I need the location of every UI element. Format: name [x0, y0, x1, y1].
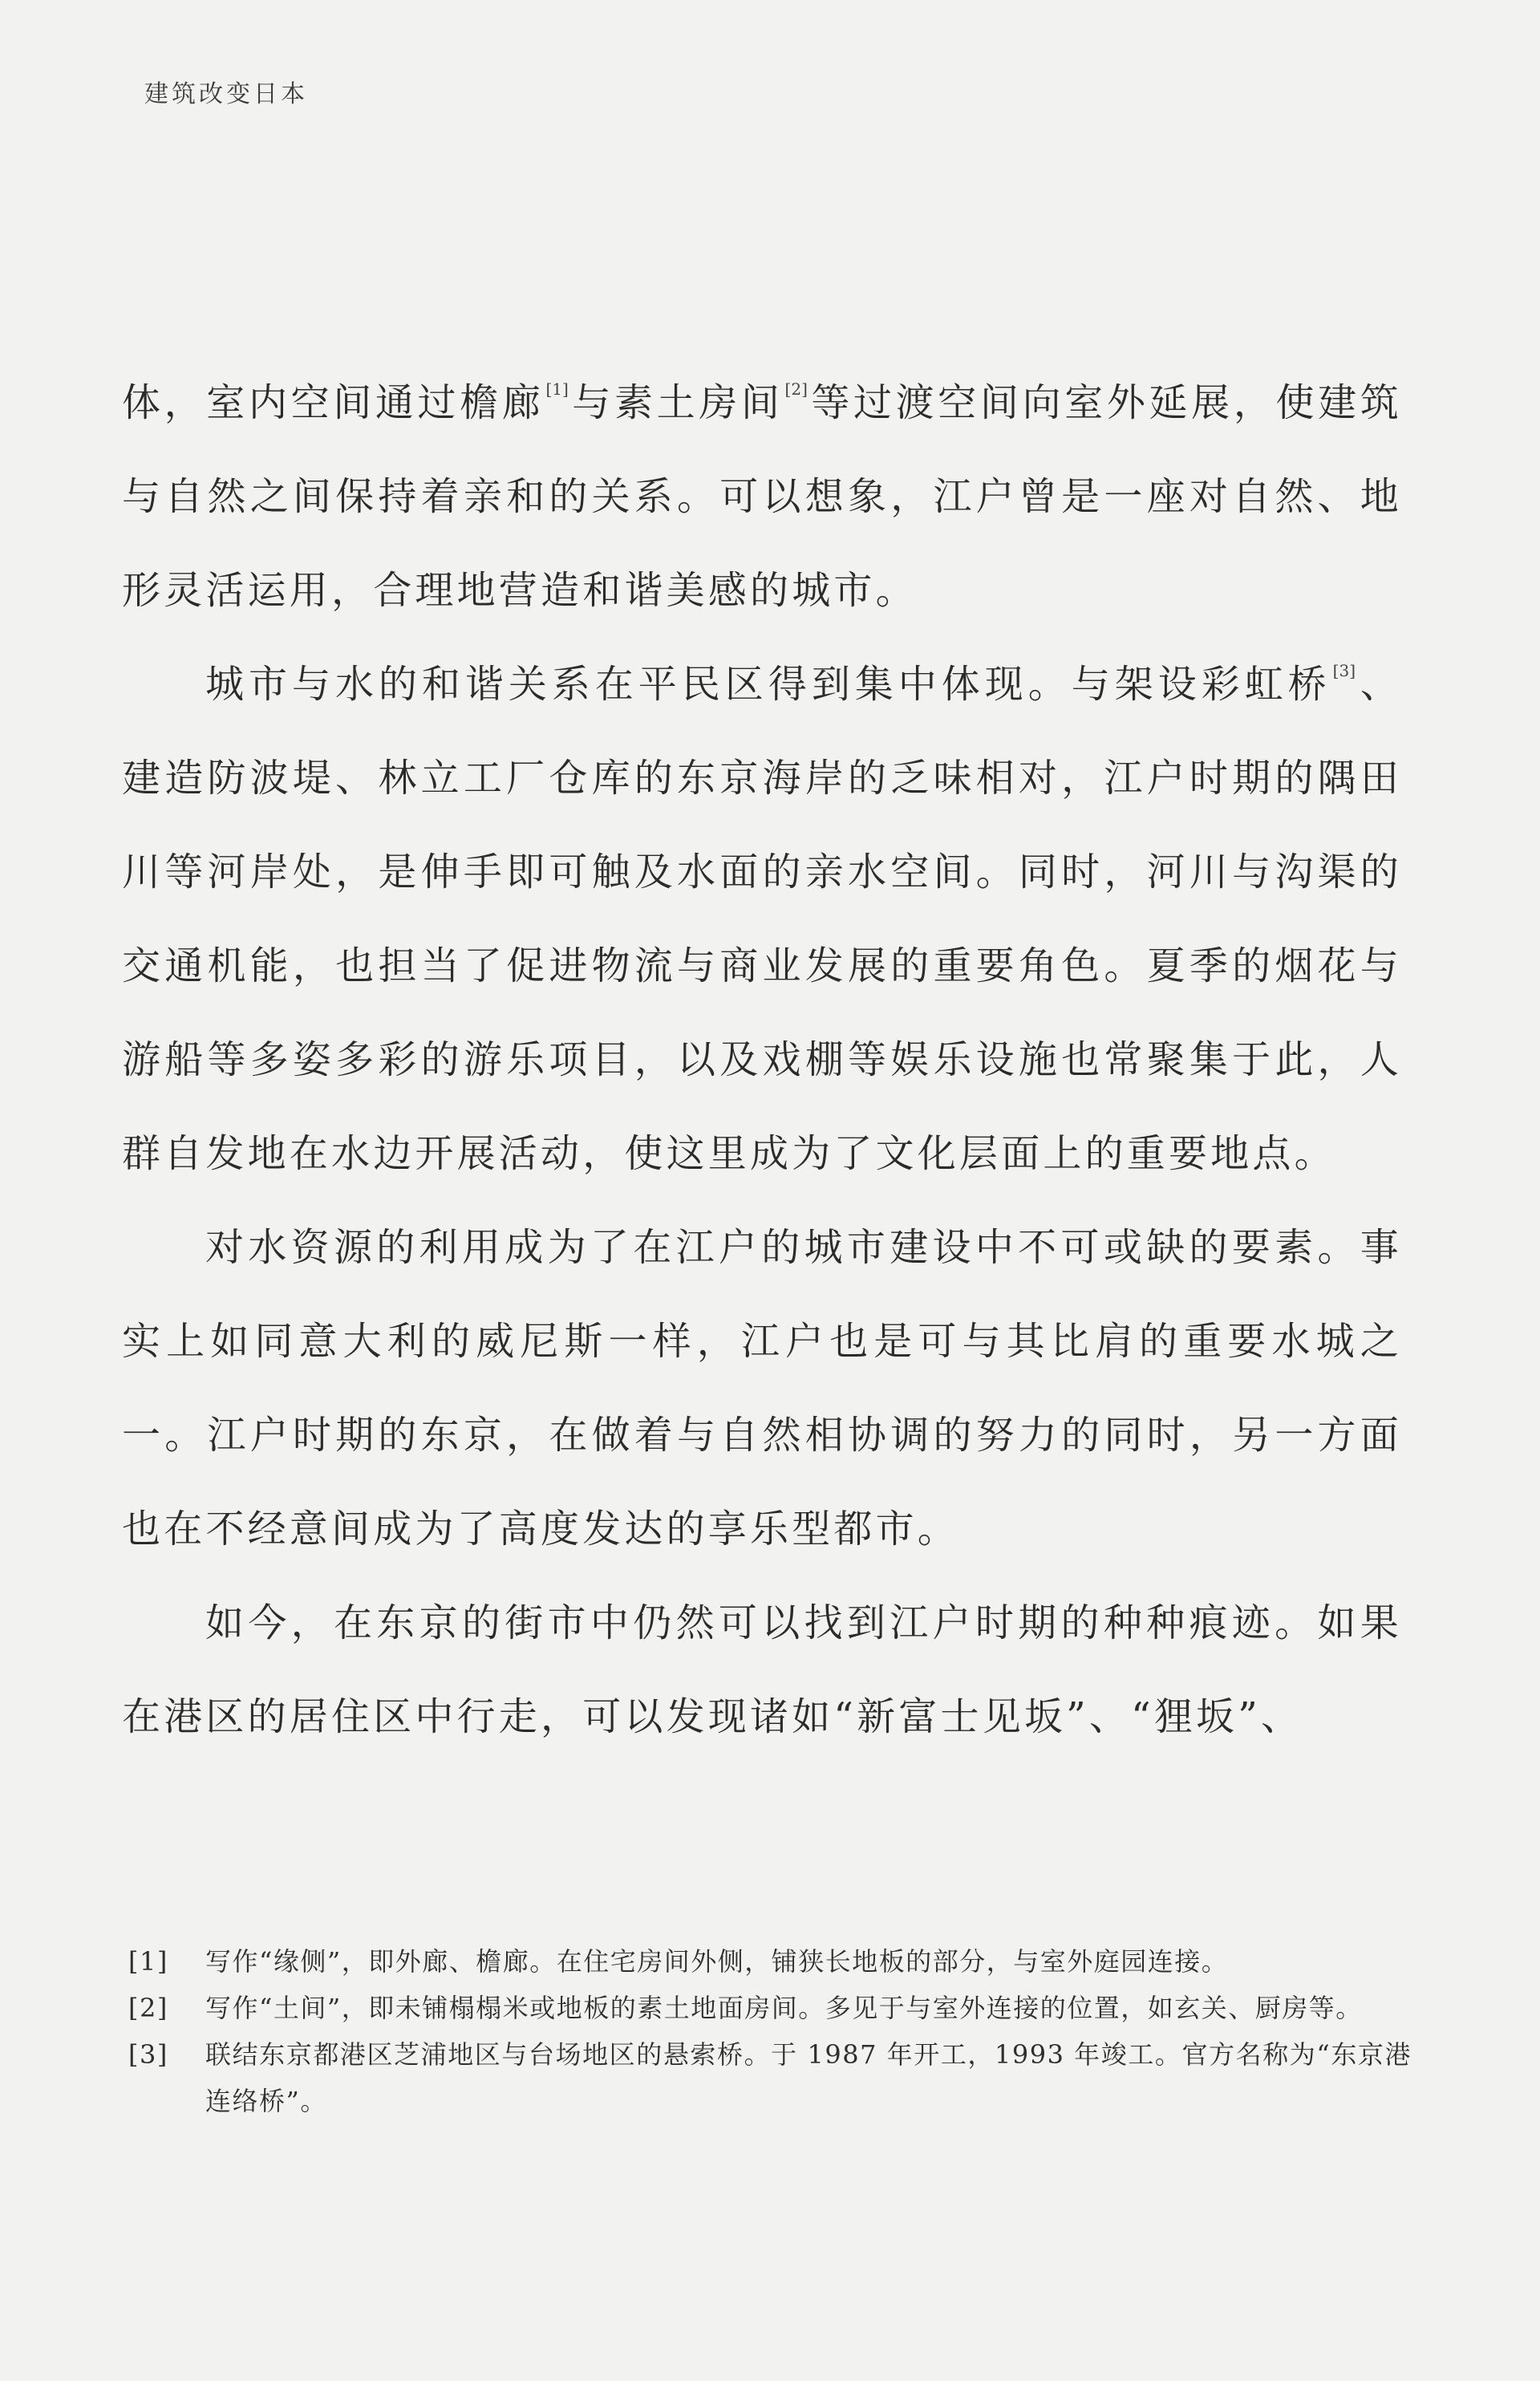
body-text — [122, 356, 1402, 1764]
footnote-number: [1] — [128, 1946, 168, 1977]
text-run: 城市与水的和谐关系在平民区得到集中体现。与架设彩虹桥 — [205, 662, 1331, 707]
text-run: 等过渡空间向室外延展，使建筑与自然之间保持着亲和的关系。可以想象，江户曾是一座对自然、地形灵活运用，合理地营造和谐美感的城市。 — [122, 380, 1402, 613]
text-run: 对水资源的利用成为了在江户的城市建设中不可或缺的要素。事实上如同意大利的威尼斯一样，江户也是可与其比肩的重要水城之一。江户时期的东京，在做着与自然相协调的努力的同时，另一方面也在不经意间成为了高度发达的享乐型都市。 — [122, 1225, 1402, 1552]
footnote-ref[interactable]: [1] — [545, 379, 569, 399]
text-run: 、建造防波堤、林立工厂仓库的东京海岸的乏味相对，江户时期的隅田川等河岸处，是伸手即可触及水面的亲水空间。同时，河川与沟渠的交通机能，也担当了促进物流与商业发展的重要角色。夏季的烟花与游船等多姿多彩的游乐项目，以及戏棚等娱乐设施也常聚集于此，人群自发地在水边开展活动，使这里成为了文化层面上的重要地点。 — [122, 662, 1403, 1176]
footnotes — [128, 1938, 1412, 2124]
footnote-item — [128, 2031, 1412, 2124]
paragraph — [122, 638, 1402, 1201]
footnote-text: 联结东京都港区芝浦地区与台场地区的悬索桥。于 1987 年开工，1993 年竣工。官方名称为“东京港连络桥”。 — [205, 2039, 1412, 2116]
footnote-ref[interactable]: [2] — [784, 379, 808, 399]
footnote-ref[interactable]: [3] — [1332, 661, 1356, 680]
footnote-item — [128, 1985, 1412, 2031]
text-run: 体，室内空间通过檐廊 — [122, 380, 545, 425]
running-head: 建筑改变日本 — [144, 80, 308, 108]
paragraph — [122, 1201, 1402, 1576]
text-run: 与素土房间 — [571, 380, 784, 425]
footnote-text: 写作“缘侧”，即外廊、檐廊。在住宅房间外侧，铺狭长地板的部分，与室外庭园连接。 — [205, 1946, 1229, 1977]
footnote-text: 写作“土间”，即未铺榻榻米或地板的素土地面房间。多见于与室外连接的位置，如玄关、厨房等。 — [205, 1993, 1363, 2023]
footnote-number: [3] — [128, 2039, 168, 2070]
paragraph — [122, 1576, 1402, 1764]
footnote-number: [2] — [128, 1993, 168, 2023]
footnote-item — [128, 1938, 1412, 1985]
text-run: 如今，在东京的街市中仍然可以找到江户时期的种种痕迹。如果在港区的居住区中行走，可以发现诸如“新富士见坂”、“狸坂”、 — [122, 1600, 1402, 1739]
paragraph — [122, 356, 1402, 638]
